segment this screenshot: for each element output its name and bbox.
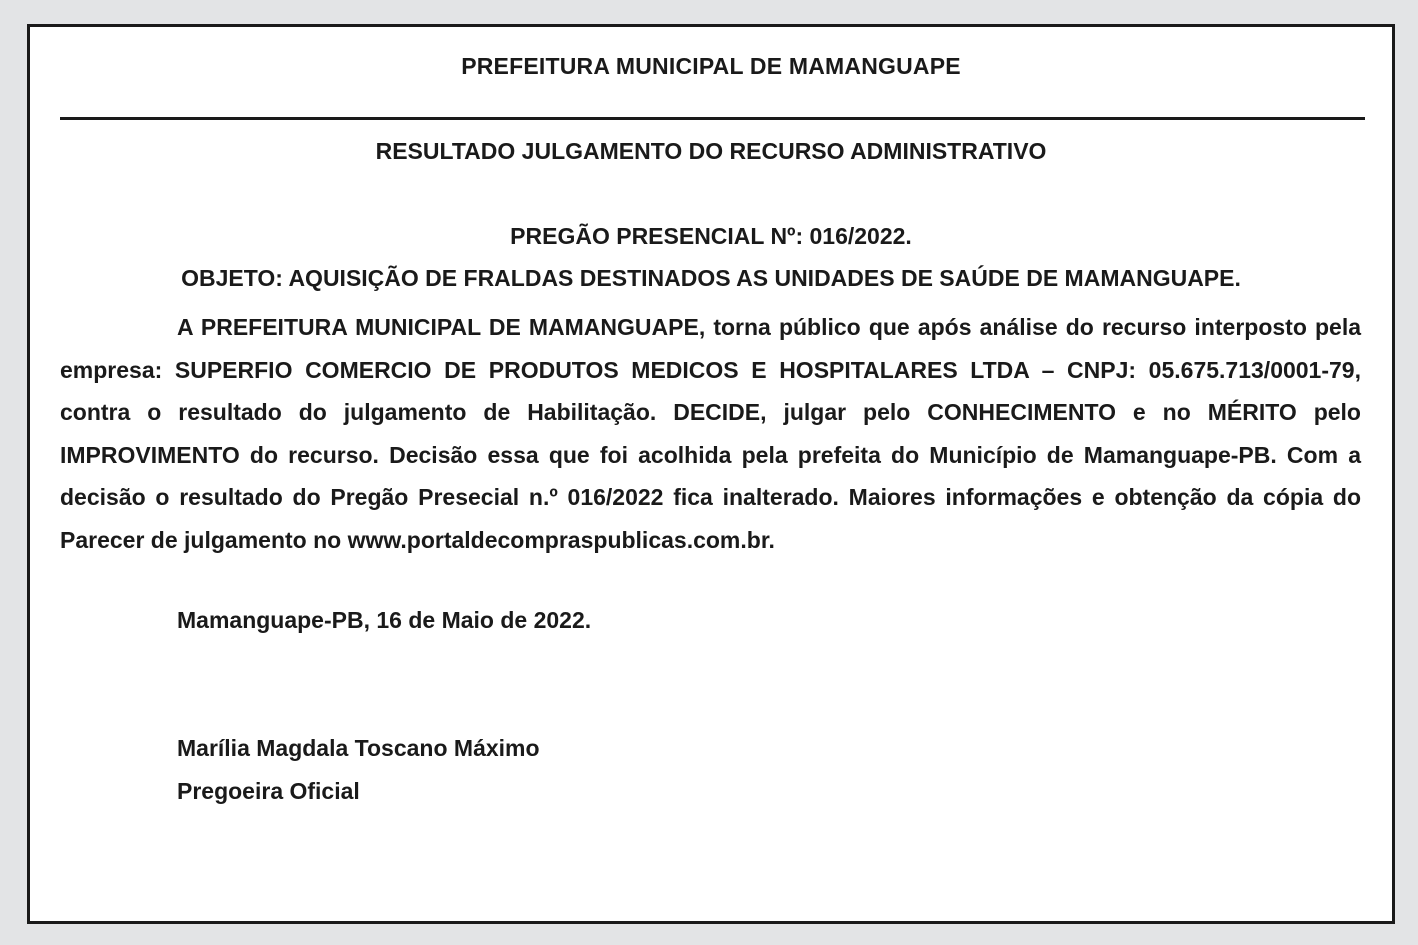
objeto-line: OBJETO: AQUISIÇÃO DE FRALDAS DESTINADOS AS UNIDADES DE SAÚDE DE MAMANGUAPE. <box>181 265 1241 291</box>
date-line: Mamanguape-PB, 16 de Maio de 2022. <box>177 607 592 633</box>
header-divider <box>60 117 1365 120</box>
signatory-name: Marília Magdala Toscano Máximo <box>177 735 540 761</box>
notice-frame <box>27 24 1395 924</box>
pregao-number: PREGÃO PRESENCIAL Nº: 016/2022. <box>510 223 912 249</box>
document-title: RESULTADO JULGAMENTO DO RECURSO ADMINISTRATIVO <box>375 138 1047 164</box>
header-title: PREFEITURA MUNICIPAL DE MAMANGUAPE <box>461 53 961 79</box>
body-paragraph: A PREFEITURA MUNICIPAL DE MAMANGUAPE, torna público que após análise do recurso interposto pela empresa: SUPERFIO COMERCIO DE PRODUTOS MEDICOS E HOSPITALARES LTDA – CNPJ: 05.675.713/0001-79, contra o resultado do julgamento de Habilitação. DECIDE, julgar pelo CONHECIMENTO e no MÉRITO pelo IMPROVIMENTO do recurso. Decisão essa que foi acolhida pela prefeita do Município de Mamanguape-PB. Com a decisão o resultado do Pregão Presecial n.º 016/2022 fica inalterado. Maiores informações e obtenção da cópia do Parecer de julgamento no www.portaldecompraspublicas.com.br. <box>60 314 1361 553</box>
signatory-role: Pregoeira Oficial <box>177 778 360 804</box>
